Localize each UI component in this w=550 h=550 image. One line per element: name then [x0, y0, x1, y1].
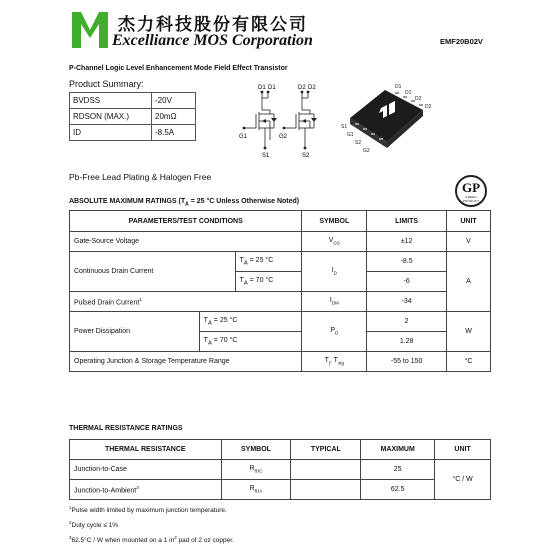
- typical-rthjc: [291, 460, 361, 480]
- cond-ta25: $T_A = 25$ °C: [235, 252, 302, 272]
- table-row: [70, 125, 196, 141]
- table-header-row: [70, 211, 491, 232]
- symbol-idm: $I_{DM}$: [302, 292, 367, 312]
- param-power: Power Dissipation: [70, 312, 200, 352]
- label-d2: D2: [298, 85, 306, 91]
- gp-logo-text: GP: [461, 180, 481, 195]
- param-continuous-drain: Continuous Drain Current: [70, 252, 236, 292]
- footnote-2: $^2$Duty cycle ≤ 1%: [69, 520, 119, 530]
- abs-max-table: [69, 210, 491, 372]
- abs-max-title: ABSOLUTE MAXIMUM RATINGS ($T_A = 25$ °C Unless Otherwise Noted): [69, 198, 300, 208]
- symbol-pd: $P_D$: [302, 312, 367, 352]
- col-header-typical: TYPICAL: [291, 440, 361, 460]
- table-row: [70, 480, 491, 500]
- col-header-thermal: THERMAL RESISTANCE: [70, 440, 222, 460]
- param-junction-case: Junction-to-Case: [70, 460, 222, 480]
- dual-mosfet-schematic: [238, 80, 328, 160]
- label-s1: S1: [262, 153, 270, 159]
- table-row: [70, 109, 196, 125]
- product-summary-table: [69, 92, 196, 141]
- pkg-label-d1: D1: [395, 84, 402, 90]
- table-row: [70, 312, 491, 332]
- col-header-unit: UNIT: [447, 211, 491, 232]
- symbol-rthja: $R_{\theta JA}$: [221, 480, 291, 500]
- col-header-symbol: SYMBOL: [221, 440, 291, 460]
- summary-param: BVDSS: [70, 93, 152, 109]
- unit-watts: W: [447, 312, 491, 352]
- part-number: EMF20B02V: [440, 37, 483, 46]
- device-description: P-Channel Logic Level Enhancement Mode Field Effect Transistor: [69, 65, 288, 72]
- footnote-1: $^1$Pulse width limited by maximum junction temperature.: [69, 505, 227, 515]
- limit-idm: -34: [367, 292, 447, 312]
- table-row: [70, 232, 491, 252]
- product-summary-title: Product Summary:: [69, 79, 144, 89]
- pkg-label-s2: S2: [355, 140, 362, 146]
- param-temp-range: Operating Junction & Storage Temperature Range: [70, 352, 302, 372]
- typical-rthja: [291, 480, 361, 500]
- table-header-row: [70, 440, 491, 460]
- symbol-rthjc: $R_{\theta JC}$: [221, 460, 291, 480]
- symbol-vgs: $V_{GS}$: [302, 232, 367, 252]
- cond-power-ta25: $T_A = 25$ °C: [199, 312, 302, 332]
- lead-free-statement: Pb-Free Lead Plating & Halogen Free: [69, 172, 212, 182]
- footnote-3: $^3$62.5°C / W when mounted on a 1 $in^2$ pad of 2 oz copper.: [69, 535, 234, 545]
- gp-logo-subtext: GREEN PRODUCT: [462, 195, 480, 203]
- pkg-label-d1b: D1: [405, 90, 412, 96]
- label-g1: G1: [239, 134, 248, 140]
- param-gate-source: Gate-Source Voltage: [70, 232, 302, 252]
- pkg-label-g1: G1: [347, 132, 354, 138]
- limit-id-25: -8.5: [367, 252, 447, 272]
- col-header-unit: UNIT: [435, 440, 491, 460]
- label-g2: G2: [279, 134, 288, 140]
- limit-temp: -55 to 150: [367, 352, 447, 372]
- limit-pd-70: 1.28: [367, 332, 447, 352]
- green-product-logo: [455, 175, 487, 207]
- table-row: [70, 292, 491, 312]
- pkg-label-d2b: D2: [425, 104, 432, 110]
- label-d1: D1: [258, 85, 266, 91]
- symbol-id: $I_D$: [302, 252, 367, 292]
- table-row: [70, 252, 491, 272]
- summary-param: ID: [70, 125, 152, 141]
- package-image: [335, 78, 435, 158]
- summary-value: 20mΩ: [152, 109, 196, 125]
- summary-value: -20V: [152, 93, 196, 109]
- thermal-title: THERMAL RESISTANCE RATINGS: [69, 425, 183, 432]
- pkg-label-s1: S1: [341, 124, 348, 130]
- label-s2: S2: [302, 153, 310, 159]
- pkg-label-g2: G2: [363, 148, 370, 154]
- thermal-table: [69, 439, 491, 500]
- company-name-chinese: 杰力科技股份有限公司: [118, 15, 308, 35]
- limit-id-70: -6: [367, 272, 447, 292]
- table-row: [70, 460, 491, 480]
- max-rthja: 62.5: [361, 480, 435, 500]
- unit-temp: °C: [447, 352, 491, 372]
- col-header-symbol: SYMBOL: [302, 211, 367, 232]
- company-logo: [70, 8, 110, 50]
- table-row: [70, 93, 196, 109]
- col-header-maximum: MAXIMUM: [361, 440, 435, 460]
- pkg-label-d2: D2: [415, 96, 422, 102]
- label-d2b: D2: [308, 85, 316, 91]
- col-header-limits: LIMITS: [367, 211, 447, 232]
- unit-thermal: °C / W: [435, 460, 491, 500]
- summary-param: RDSON (MAX.): [70, 109, 152, 125]
- summary-value: -8.5A: [152, 125, 196, 141]
- col-header-param: PARAMETERS/TEST CONDITIONS: [70, 211, 302, 232]
- param-junction-ambient: Junction-to-Ambient$^3$: [70, 480, 222, 500]
- symbol-tj-tstg: $T_j$, $T_{stg}$: [302, 352, 367, 372]
- table-row: [70, 352, 491, 372]
- cond-power-ta70: $T_A = 70$ °C: [199, 332, 302, 352]
- max-rthjc: 25: [361, 460, 435, 480]
- limit-vgs: ±12: [367, 232, 447, 252]
- unit-amps: A: [447, 252, 491, 312]
- label-d1b: D1: [268, 85, 276, 91]
- limit-pd-25: 2: [367, 312, 447, 332]
- unit-vgs: V: [447, 232, 491, 252]
- company-name-english: Excelliance MOS Corporation: [112, 32, 313, 49]
- param-pulsed-drain: Pulsed Drain Current$^1$: [70, 292, 302, 312]
- cond-ta70: $T_A = 70$ °C: [235, 272, 302, 292]
